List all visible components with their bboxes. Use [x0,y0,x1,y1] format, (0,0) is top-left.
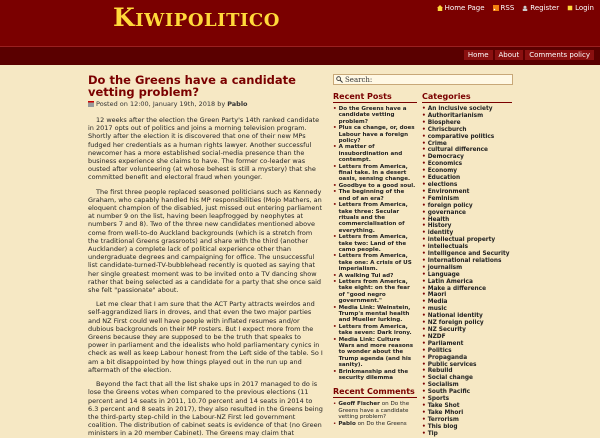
category-link[interactable]: • Social change [422,375,473,382]
category-link[interactable]: • Sports [422,396,450,403]
category-link[interactable]: • Maori [422,292,447,299]
bullet-icon: • [422,188,426,195]
main-nav [464,50,594,60]
bullet-icon: • [333,106,337,112]
bullet-icon: • [333,420,337,427]
category-link[interactable]: • identity [422,230,454,237]
category-link[interactable]: • Feminism [422,195,460,202]
recent-post-link[interactable]: • Letters from America, take three: Secular rituals and the commercialisation of everything. [333,202,408,234]
bullet-icon: • [422,278,426,285]
bullet-icon: • [422,119,426,126]
bullet-icon: • [422,216,426,223]
bullet-icon: • [422,430,426,437]
category-link[interactable]: • South Pacific [422,389,471,396]
top-nav-rss[interactable]: RSS [493,4,515,12]
bullet-icon: • [422,299,426,306]
recent-post-link[interactable]: • A walking Tui ad? [333,272,394,279]
bullet-icon: • [422,402,426,409]
bullet-icon: • [422,375,426,382]
recent-post-link[interactable]: • Media Link: Weinstein, Trump's mental health and Mueller lurking. [333,304,411,324]
category-link[interactable]: • Take Shot [422,402,460,409]
bullet-icon: • [422,106,426,112]
category-link[interactable]: • journalism [422,264,463,271]
bullet-icon: • [422,409,426,416]
bullet-icon: • [333,336,337,343]
category-link[interactable]: • Economy [422,168,458,175]
bullet-icon: • [422,396,426,403]
search-label: Search: [345,75,373,84]
category-link[interactable]: • Chriscburch [422,126,467,133]
category-link[interactable]: • foreign policy [422,202,473,209]
category-link[interactable]: • Media [422,299,448,306]
recent-post-link[interactable]: • Letters from America, take one: A crisis of US imperialism. [333,253,412,273]
recent-comments-list [333,401,417,427]
recent-posts-heading: Recent Posts [333,92,417,103]
recent-post-link[interactable]: • Letters from America, take seven: Dark irony. [333,323,412,337]
bullet-icon: • [422,140,426,147]
top-nav [437,4,594,12]
bullet-icon: • [422,340,426,347]
bullet-icon: • [422,347,426,354]
bullet-icon: • [422,126,426,133]
post-paragraph: Beyond the fact that all the list shake ups in 2017 managed to do is lose the Greens votes when compared to the previous elections (11 percent and 14 seats in 2011, 10.70 percent and 14 seats in 2014 to 6.3 percent and 8 seats in 2017), they also resulted in the Greens being the third-party step-child in the Labour-NZ First led government coalition. The distribution of cabinet seats is evidence of that (no Green ministers in a 20 member Cabinet). The Greens may claim that [88,380,323,438]
top-nav-home[interactable]: Home Page [437,4,485,12]
bullet-icon: • [333,234,337,241]
recent-post-link[interactable]: • Goodbye to a good soul. [333,182,416,189]
category-link[interactable]: • Latin America [422,278,473,285]
category-link[interactable]: • Biosphere [422,119,461,126]
bullet-icon: • [422,313,426,320]
recent-comment-item[interactable]: • Pablo on Do the Greens [333,420,407,427]
recent-post-link[interactable]: • Letters from America, take two: Land of the camo people. [333,234,408,253]
rss-icon [493,5,499,11]
home-icon [437,5,443,11]
bullet-icon: • [422,195,426,202]
category-link[interactable]: • intellectuals [422,244,469,251]
post [88,70,323,438]
bullet-icon: • [333,182,337,189]
category-link[interactable]: • music [422,306,447,313]
bullet-icon: • [422,209,426,216]
sidebar-left [333,92,417,427]
recent-comments-heading: Recent Comments [333,387,417,398]
category-link[interactable]: • Propaganda [422,354,468,361]
category-link[interactable]: • Terrorism [422,416,459,423]
bullet-icon: • [333,368,337,375]
bullet-icon: • [422,423,426,430]
bullet-icon: • [422,244,426,251]
bullet-icon: • [422,416,426,423]
calendar-icon [88,101,94,107]
register-icon [522,5,528,11]
bullet-icon: • [333,253,337,260]
bullet-icon: • [422,306,426,313]
bullet-icon: • [422,161,426,168]
category-link[interactable]: • Intelligence and Security [422,251,510,258]
login-icon [567,5,573,11]
bullet-icon: • [422,292,426,299]
category-link[interactable]: • Make a difference [422,285,487,292]
category-link[interactable]: • governance [422,209,466,216]
category-link[interactable]: • Economics [422,161,463,168]
bullet-icon: • [333,401,337,408]
nav-comments-policy[interactable]: Comments policy [525,50,594,60]
recent-post-link[interactable]: • A matter of insubordination and contempt. [333,144,403,164]
post-meta [88,100,323,108]
category-link[interactable]: • Education [422,175,461,182]
category-link[interactable]: • Tip [422,430,438,437]
bullet-icon: • [422,389,426,396]
post-title[interactable]: Do the Greens have a candidate vetting problem? [88,73,296,99]
header [0,0,600,46]
post-author[interactable]: Pablo [227,100,248,108]
bullet-icon: • [333,163,337,170]
category-link[interactable]: • Crime [422,140,447,147]
category-link[interactable]: • NZ foreign policy [422,320,484,327]
recent-post-link[interactable]: • Media Link: Culture Wars and more reasons to wonder about the Trump agenda (and his sanity). [333,336,414,369]
top-nav-login[interactable]: Login [567,4,594,12]
category-link[interactable]: • Socialism [422,382,459,389]
bullet-icon: • [422,320,426,327]
bullet-icon: • [333,323,337,330]
bullet-icon: • [422,223,426,230]
category-link[interactable]: • Democracy [422,154,464,161]
bullet-icon: • [422,368,426,375]
recent-post-link[interactable]: • The beginning of the end of an era? [333,189,405,202]
bullet-icon: • [422,285,426,292]
bullet-icon: • [422,271,426,278]
category-link[interactable]: • Language [422,271,460,278]
post-paragraph: Let me clear that I am sure that the ACT Party attracts weirdos and self-aggrandized liars in droves, and that even the two major parties and NZ First could well have people with inflated resumes and/or dubious backgrounds on their MP rosters. But I expect more from the Greens because they are supposed to be the truth that speaks to power in parliament and the idealists who hold parliamentary cynics in check as well as keep Labour honest from the Left side of the table. So I am a bit disappointed by how things played out in the run up and aftermath of the election. [88,300,323,374]
bullet-icon: • [422,354,426,361]
category-link[interactable]: • Environment [422,188,470,195]
category-link[interactable]: • NZ Security [422,327,466,333]
recent-post-link[interactable]: • Letters from America, final take. In a desert oasis, sensing change. [333,163,411,183]
category-link[interactable]: • cultural difference [422,147,488,154]
bullet-icon: • [422,237,426,244]
category-link[interactable]: • intellectual property [422,237,496,244]
category-link[interactable]: • NZDF [422,333,446,340]
bullet-icon: • [422,175,426,182]
bullet-icon: • [422,133,426,140]
bullet-icon: • [422,112,426,119]
category-link[interactable]: • comparative politics [422,133,495,140]
category-link[interactable]: • Parliament [422,340,464,347]
nav-about[interactable]: About [495,50,524,60]
bullet-icon: • [333,202,337,209]
categories-heading: Categories [422,92,512,103]
bullet-icon: • [333,189,337,196]
bullet-icon: • [422,264,426,271]
category-link[interactable]: • This blog [422,423,458,430]
category-link[interactable]: • International relations [422,257,502,264]
category-link[interactable]: • History [422,223,452,230]
category-link[interactable]: • Take Mhori [422,409,464,416]
bullet-icon: • [422,181,426,188]
category-link[interactable]: • Authoritarianism [422,112,484,119]
bullet-icon: • [422,168,426,175]
category-link[interactable]: • Public services [422,361,477,368]
bullet-icon: • [422,382,426,389]
recent-post-link[interactable]: • Do the Greens have a candidate vetting problem? [333,106,407,125]
post-paragraph: 12 weeks after the election the Green Party's 14th ranked candidate in 2017 opts out of politics and joins a morning television program. Shortly after the election it is discovered that one of their new MPs fudged her credentials as a human rights lawyer. Another successful newcomer has a more established social-media presence than the business experience she claims to have. The former co-leader was ousted after volunteering (at whose behest is still a mystery) that she committed benefit and electoral fraud when younger. [88,116,320,182]
bullet-icon: • [422,257,426,264]
bullet-icon: • [422,147,426,154]
recent-post-link[interactable]: • Brinkmanship and the security dilemma [333,368,409,382]
category-link[interactable]: • Health [422,216,450,223]
category-link[interactable]: • Politics [422,347,452,354]
search-box[interactable] [333,74,513,85]
top-nav-register[interactable]: Register [522,4,559,12]
category-link[interactable]: • National identity [422,313,483,320]
recent-posts-list [333,106,417,381]
category-link[interactable]: • elections [422,181,458,188]
category-link[interactable]: • An inclusive society [422,106,493,112]
recent-post-link[interactable]: • Letters from America, take eight: on the fear of "good negro government." [333,278,410,305]
recent-comment-item[interactable]: • Geoff Fischer on Do the Greens have a candidate vetting problem? [333,401,410,421]
bullet-icon: • [333,144,337,151]
site-logo[interactable]: Kiwipolitico [113,3,280,32]
bullet-icon: • [422,202,426,209]
bullet-icon: • [333,278,337,285]
sidebar-right [422,92,512,437]
bullet-icon: • [422,361,426,368]
bullet-icon: • [422,327,426,333]
categories-list [422,106,512,438]
search-icon [336,76,343,83]
bullet-icon: • [422,251,426,258]
bullet-icon: • [333,304,337,311]
recent-post-link[interactable]: • Plus ca change, or, does Labour have a foreign policy? [333,125,415,145]
bullet-icon: • [333,125,337,132]
nav-home[interactable]: Home [464,50,493,60]
bullet-icon: • [422,154,426,161]
bullet-icon: • [333,272,337,279]
post-paragraph: The first three people replaced seasoned politicians such as Kennedy Graham, who capably handled his MP responsibilities (Mojo Mathers, an eloquent champion of the disabled, just missed out entering parliament at number 9 on the list, having been leapfrogged by neophytes at numbers 7 and 8). Two of the three new candidates mentioned above come from well-to-do Auckland backgrounds (which is a stretch from the traditional Greens grassroots) and share with the third (another Aucklander) a complete lack of political experience other than undergraduate degrees and campaigning for office. The unsuccessful list candidate-turned-TV-bubblehead recently is quoted as saying that her single greatest moment was to be invited onto a TV dancing show rather that being selected as a candidate for a party that she once said she felt "passionate" about. [88,187,322,295]
category-link[interactable]: • Rebuild [422,368,453,375]
post-date: Posted on 12:00, January 19th, 2018 by [96,100,226,108]
bullet-icon: • [422,230,426,237]
bullet-icon: • [422,333,426,340]
